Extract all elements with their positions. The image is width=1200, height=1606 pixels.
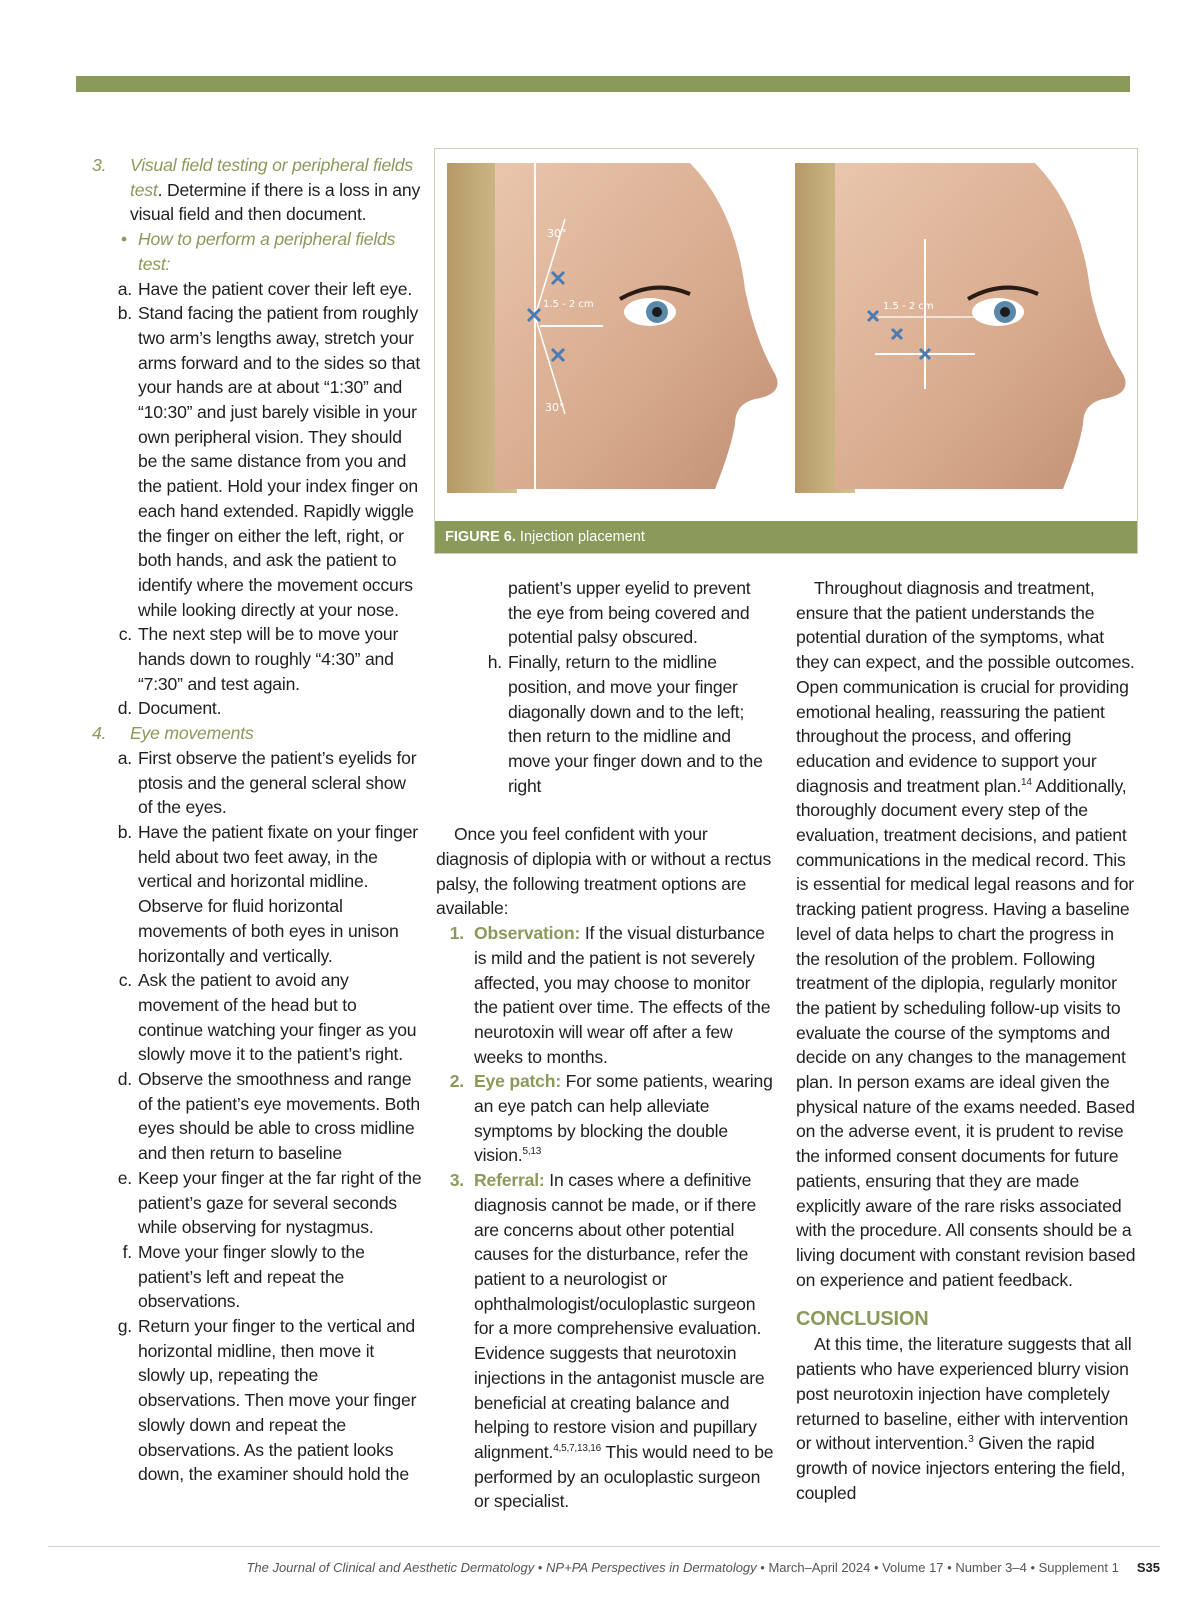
- bullet-text: How to perform a peripheral fields test:: [138, 229, 396, 274]
- option-body: [474, 921, 776, 1069]
- option-number: 3.: [449, 1170, 464, 1191]
- treatment-options: [436, 921, 776, 1514]
- option-keyword: Referral:: [474, 1170, 545, 1191]
- journal-title: The Journal of Clinical and Aesthetic Dermatology: [246, 1560, 535, 1575]
- paragraph: [796, 1332, 1136, 1505]
- step-text: Return your finger to the vertical and horizontal midline, then move it slowly up, repeating the observations. Then move your finger slowly down and repeat the observations. As the patient looks down, the examiner should hold the: [138, 1316, 417, 1485]
- paragraph: Once you feel confident with your diagnosis of diplopia with or without a rectus palsy, the following treatment options are available:: [436, 824, 772, 919]
- option-body: [474, 1168, 776, 1514]
- step-letter: e.: [117, 1167, 132, 1188]
- item-text: . Determine if there is a loss in any visual field and then document.: [130, 179, 421, 225]
- figure-6: [434, 148, 1138, 554]
- column-middle: [436, 576, 776, 1514]
- separator: •: [534, 1560, 547, 1575]
- step-letter: f.: [122, 1241, 132, 1262]
- footer-rule: [48, 1546, 1160, 1547]
- item-number: 3.: [92, 155, 107, 175]
- bullet-dot: •: [121, 229, 127, 250]
- step-text: First observe the patient’s eyelids for ptosis and the general scleral show of the eyes.: [138, 747, 417, 818]
- treatment-option: [436, 921, 776, 1069]
- column-right: [796, 576, 1136, 1505]
- figure-caption: [435, 521, 1137, 553]
- step-letter: d.: [117, 1069, 132, 1090]
- step-letter: h.: [487, 652, 502, 673]
- option-number: 2.: [449, 1071, 464, 1092]
- step-letter: b.: [117, 821, 132, 842]
- option-keyword: Eye patch:: [474, 1071, 561, 1092]
- treatment-option: [436, 1069, 776, 1168]
- citation: 14: [1021, 776, 1032, 788]
- step-text: Move your finger slowly to the patient’s left and repeat the observations.: [138, 1241, 365, 1312]
- item-title: Visual field testing or peripheral fields test: [130, 155, 413, 200]
- step-text: Observe the smoothness and range of the patient’s eye movements. Both eyes should be able to cross midline and then return to baseline: [138, 1069, 420, 1164]
- list-item-3: [92, 153, 422, 227]
- step-text: Finally, return to the midline position, and move your finger diagonally down and to the left; then return to the midline and move your finger down and to the right: [508, 652, 763, 796]
- list-item: [110, 301, 422, 622]
- item-title: Eye movements: [130, 723, 254, 744]
- face-right: [795, 163, 1126, 493]
- option-body: [474, 1069, 776, 1168]
- option-keyword: Observation:: [474, 923, 581, 944]
- citation: 4,5,7,13,16: [553, 1443, 602, 1455]
- step-text: Ask the patient to avoid any movement of the head but to continue watching your finger as you slowly move it to the patient’s right.: [138, 970, 417, 1065]
- injection-placement-illustration: [435, 149, 1137, 521]
- step-letter: d.: [117, 698, 132, 719]
- angle-label: 30°: [545, 401, 565, 414]
- distance-label: 1.5 - 2 cm: [883, 301, 934, 312]
- distance-label: 1.5 - 2 cm: [543, 299, 594, 310]
- option-text: This would need to be performed by an oculoplastic surgeon or specialist.: [474, 1441, 774, 1512]
- list-item: [110, 696, 422, 721]
- step-text: Stand facing the patient from roughly two arm’s lengths away, stretch your arms forward and to the sides so that your hands are at about “1:30” and “10:30” and just barely visible in your own peripheral vision. They should be the same distance from you and the patient. Hold your index finger on each hand extended. Rapidly wiggle the finger on either the left, right, or both hands, and ask the patient to identify where the movement occurs while looking directly at your nose.: [138, 303, 421, 620]
- bullet-item: [110, 227, 422, 276]
- steps-list-3: [92, 277, 422, 722]
- paragraph-text: Given the rapid growth of novice injectors entering the field, coupled: [796, 1433, 1126, 1503]
- step-text: Have the patient cover their left eye.: [138, 278, 413, 299]
- step-text: patient’s upper eyelid to prevent the eye from being covered and potential palsy obscured.: [508, 578, 751, 648]
- face-left: [447, 163, 778, 493]
- option-text: For some patients, wearing an eye patch can help alleviate symptoms by blocking the double vision.: [474, 1071, 773, 1166]
- header-bar: [76, 76, 1130, 92]
- step-letter: g.: [117, 1316, 132, 1337]
- page-number: S35: [1136, 1560, 1160, 1575]
- column-left: [92, 153, 422, 1487]
- step-letter: a.: [117, 747, 132, 768]
- caption-label: FIGURE 6.: [445, 529, 516, 545]
- step-h: [436, 650, 776, 798]
- citation: 3: [968, 1434, 974, 1446]
- paragraph-text: Additionally, thoroughly document every step of the evaluation, treatment decisions, and patient communications in the medical record. This is essential for medical legal reasons and for tracking patient progress. Having a baseline level of data helps to chart the progress in the resolution of the problem. Following treatment of the diplopia, regularly monitor the patient by scheduling follow-up visits to evaluate the course of the symptoms and decide on any changes to the management plan. In person exams are ideal given the physical nature of the exams needed. Based on the adverse event, it is prudent to revise the informed consent documents for future patients, ensuring that they are made explicitly aware of the rare risks associated with the procedure. All consents should be a living document with constant revision based on experience and patient feedback.: [796, 775, 1136, 1290]
- treatment-option: [436, 1168, 776, 1514]
- section-heading: CONCLUSION: [796, 1308, 929, 1331]
- supplement-title: NP+PA Perspectives in Dermatology: [546, 1560, 757, 1575]
- list-item: [110, 1314, 422, 1487]
- list-item: [110, 1240, 422, 1314]
- citation: 5,13: [522, 1146, 542, 1158]
- step-letter: c.: [118, 970, 132, 991]
- step-text: The next step will be to move your hands down to roughly “4:30” and “7:30” and test again.: [138, 624, 399, 694]
- step-letter: c.: [118, 624, 132, 645]
- list-item: [110, 277, 422, 302]
- angle-label: 30°: [547, 227, 567, 240]
- step-letter: [436, 576, 508, 650]
- option-number: 1.: [449, 923, 464, 944]
- page-footer: [246, 1560, 1160, 1575]
- steps-list-4: [92, 746, 422, 1487]
- list-item: [110, 1166, 422, 1240]
- list-item: [110, 622, 422, 696]
- step-text: Document.: [138, 698, 222, 719]
- step-text: Have the patient fixate on your finger held about two feet away, in the vertical and horizontal midline. Observe for fluid horizontal movements of both eyes in unison horizontally and vertically.: [138, 821, 418, 966]
- list-item: [110, 820, 422, 968]
- step-letter: a.: [117, 278, 132, 299]
- step-g-continued: [436, 576, 776, 650]
- item-number: 4.: [92, 723, 107, 744]
- caption-text: Injection placement: [515, 529, 645, 545]
- paragraph-text: Throughout diagnosis and treatment, ensure that the patient understands the potential duration of the symptoms, what they can expect, and the possible outcomes. Open communication is crucial for providing emotional healing, reassuring the patient throughout the process, and offering education and evidence to support your diagnosis and treatment plan.: [796, 578, 1135, 796]
- list-item: [110, 1067, 422, 1166]
- paragraph-text: At this time, the literature suggests that all patients who have experienced blurry vision post neurotoxin injection have completely returned to baseline, either with intervention or without intervention.: [796, 1334, 1132, 1454]
- list-item: [110, 968, 422, 1067]
- paragraph: [796, 576, 1136, 1292]
- step-letter: b.: [117, 303, 132, 324]
- option-text: In cases where a definitive diagnosis cannot be made, or if there are concerns about other potential causes for the disturbance, refer the patient to a neurologist or ophthalmologist/oculoplastic surgeon for a more comprehensive evaluation. Evidence suggests that neurotoxin injections in the antagonist muscle are beneficial at creating balance and helping to restore vision and pupillary alignment.: [474, 1170, 765, 1462]
- list-item: [110, 746, 422, 820]
- option-text: If the visual disturbance is mild and the patient is not severely affected, you may choose to monitor the patient over time. The effects of the neurotoxin will wear off after a few weeks to months.: [474, 923, 771, 1067]
- list-item-4: [92, 721, 422, 746]
- issue-info: • March–April 2024 • Volume 17 • Number 3–4 • Supplement 1: [756, 1560, 1119, 1575]
- step-text: Keep your finger at the far right of the patient’s gaze for several seconds while observing for nystagmus.: [138, 1167, 422, 1238]
